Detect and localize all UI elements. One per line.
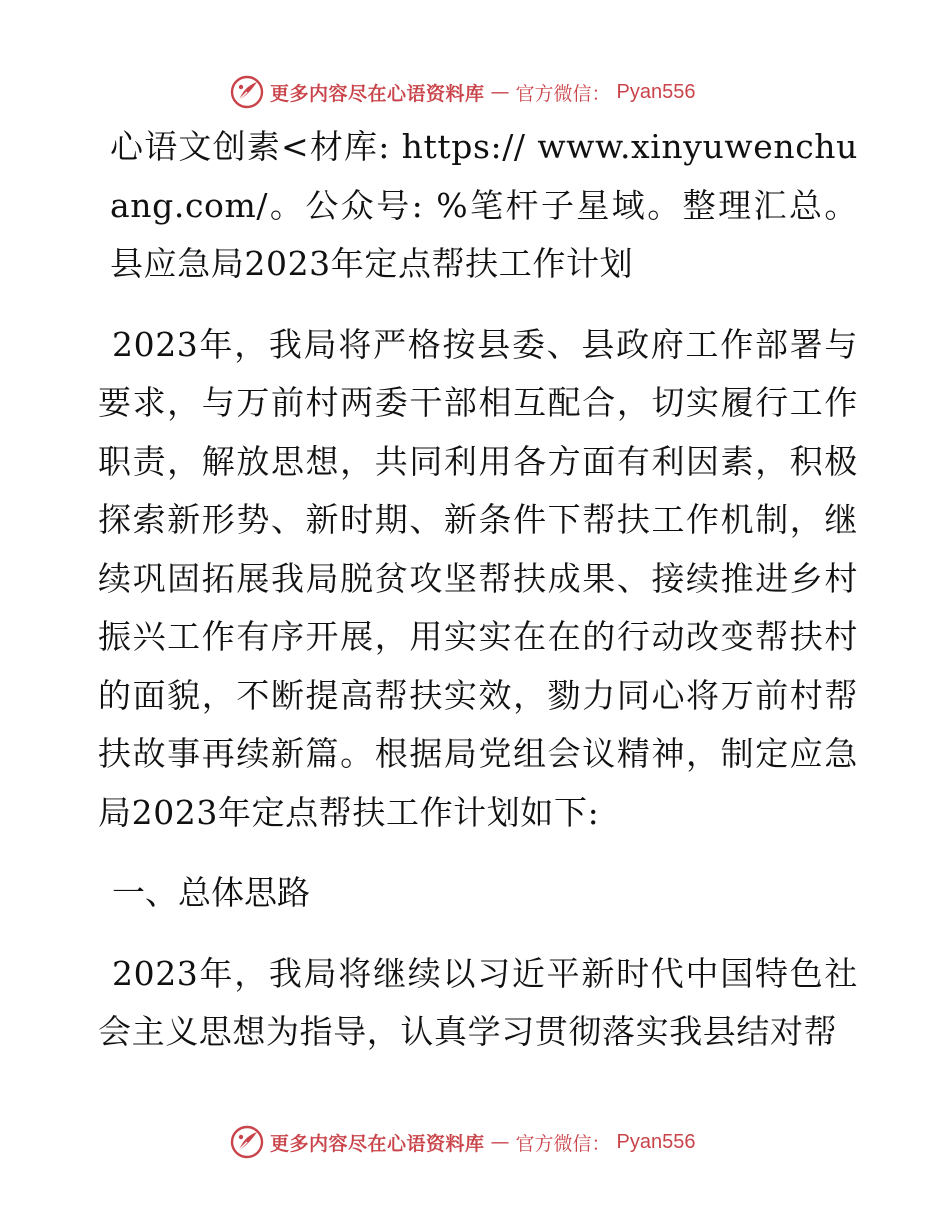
body-paragraph-1: 2023年，我局将严格按县委、县政府工作部署与要求，与万前村两委干部相互配合，切实履行工作职责，解放思想，共同利用各方面有利因素，积极探索新形势、新时期、新条件下帮扶工作机制，继续巩固拓展我局脱贫攻坚帮扶成果、接续推进乡村振兴工作有序开展，用实实在在的行动改变帮扶村的面貌，不断提高帮扶实效，勠力同心将万前村帮扶故事再续新篇。根据局党组会议精神，制定应急局2023年定点帮扶工作计划如下: <box>98 324 858 832</box>
watermark-title: 更多内容尽在心语资料库 <box>270 1132 485 1155</box>
watermark-title: 更多内容尽在心语资料库 <box>270 82 485 105</box>
feather-pen-logo-icon <box>230 75 264 109</box>
document-body <box>98 118 858 1062</box>
watermark-contact-label: 官方微信： <box>515 1132 611 1155</box>
section-heading-1: 一、总体思路 <box>112 873 310 912</box>
watermark-contact-label: 官方微信： <box>515 82 611 105</box>
footer-watermark <box>230 1122 696 1162</box>
body-paragraph-2: 2023年，我局将继续以习近平新时代中国特色社会主义思想为指导，认真学习贯彻落实我县结对帮 <box>98 953 858 1051</box>
watermark-separator: — <box>490 81 510 103</box>
watermark-contact-id: Pyan556 <box>616 1130 696 1153</box>
feather-pen-logo-icon <box>230 1125 264 1159</box>
watermark-separator: — <box>490 1131 510 1153</box>
watermark-contact-id: Pyan556 <box>616 80 696 103</box>
header-watermark <box>230 72 696 112</box>
intro-paragraph: 心语文创素<材库: https:// www.xinyuwenchuang.com/。公众号: %笔杆子星域。整理汇总。县应急局2023年定点帮扶工作计划 <box>110 127 858 283</box>
